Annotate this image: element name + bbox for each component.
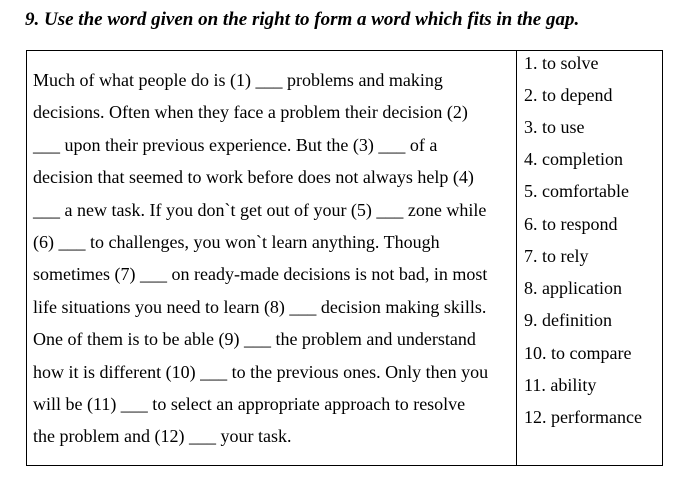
text-line: One of them is to be able (9) ___ the problem and understand: [33, 329, 476, 350]
text-line: Much of what people do is (1) ___ problems and making: [33, 70, 443, 90]
exercise-table: [26, 50, 663, 466]
word-item: 2. to depend: [524, 85, 613, 105]
text-line: the problem and (12) ___ your task.: [33, 426, 292, 447]
text-line: decision that seemed to work before does not always help (4): [33, 167, 474, 188]
word-item: 9. definition: [524, 310, 612, 330]
word-item: 7. to rely: [524, 246, 589, 266]
exercise-heading: 9. Use the word given on the right to form a word which fits in the gap.: [25, 9, 580, 30]
text-line: (6) ___ to challenges, you won`t learn anything. Though: [33, 232, 440, 253]
text-line: sometimes (7) ___ on ready-made decisions is not bad, in most: [33, 264, 488, 285]
word-item: 6. to respond: [524, 214, 618, 234]
text-line: decisions. Often when they face a problem their decision (2): [33, 102, 468, 123]
word-item: 8. application: [524, 278, 622, 298]
text-line: ___ upon their previous experience. But the (3) ___ of a: [33, 134, 438, 155]
text-line: will be (11) ___ to select an appropriate approach to resolve: [33, 394, 466, 415]
word-item: 4. completion: [524, 149, 623, 169]
word-item: 11. ability: [524, 375, 597, 395]
text-line: how it is different (10) ___ to the previous ones. Only then you: [33, 361, 489, 382]
word-item: 10. to compare: [524, 343, 632, 363]
word-item: 3. to use: [524, 117, 585, 137]
word-item: 1. to solve: [524, 53, 599, 73]
word-item: 12. performance: [524, 407, 642, 427]
word-item: 5. comfortable: [524, 181, 629, 201]
column-divider: [516, 51, 517, 465]
text-line: life situations you need to learn (8) ___ decision making skills.: [33, 296, 487, 317]
gap-text: [33, 64, 511, 453]
text-line: ___ a new task. If you don`t get out of your (5) ___ zone while: [33, 199, 487, 220]
